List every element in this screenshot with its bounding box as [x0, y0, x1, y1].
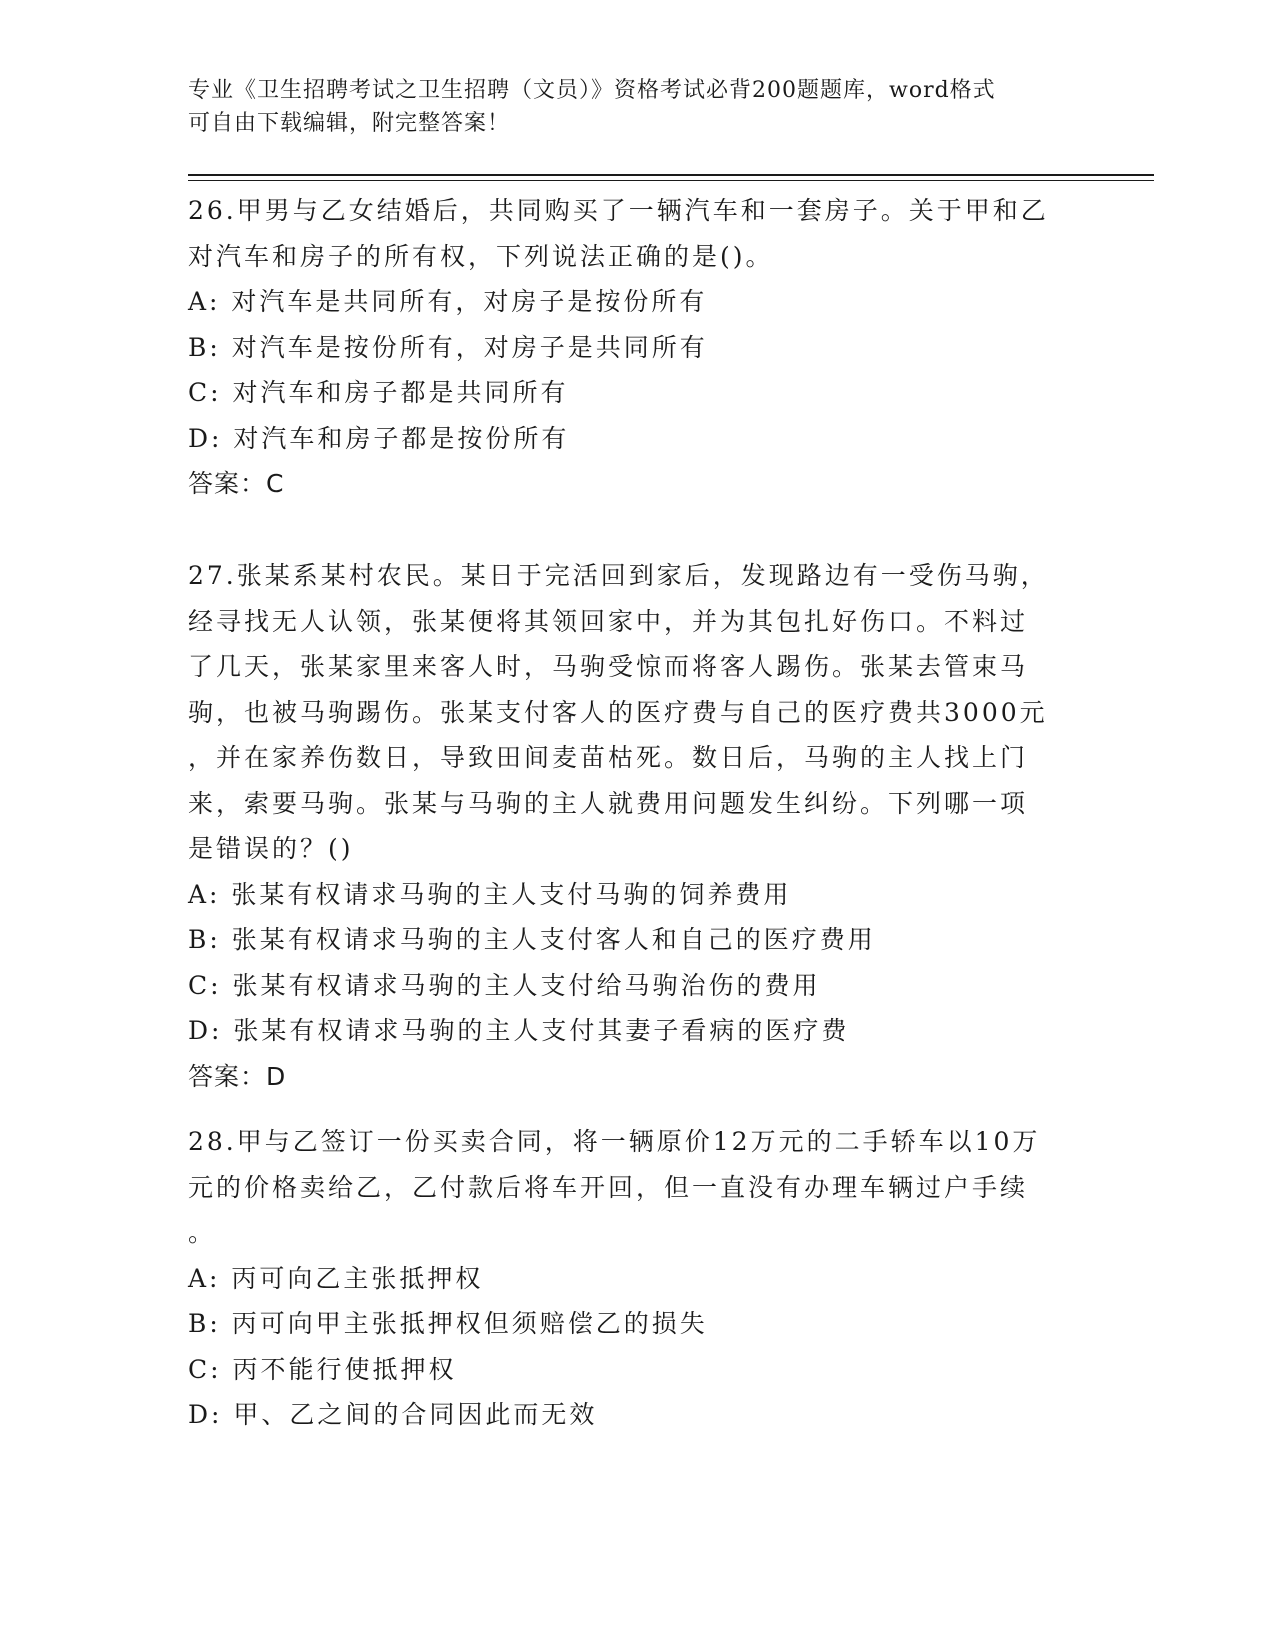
option-d: D: 甲、乙之间的合同因此而无效: [188, 1400, 598, 1429]
question-stem-line: 来，索要马驹。张某与马驹的主人就费用问题发生纠纷。下列哪一项: [188, 788, 1029, 818]
header-line: 可自由下载编辑，附完整答案！: [188, 111, 511, 136]
question-stem-line: 26.甲男与乙女结婚后，共同购买了一辆汽车和一套房子。关于甲和乙: [188, 196, 1049, 225]
question-27: [188, 553, 1068, 1099]
question-stem-line: ，并在家养伤数日，导致田间麦苗枯死。数日后，马驹的主人找上门: [188, 743, 1029, 772]
question-stem-line: 27.张某系某村农民。某日于完活回到家后，发现路边有一受伤马驹，: [188, 561, 1049, 590]
question-stem-line: 元的价格卖给乙，乙付款后将车开回，但一直没有办理车辆过户手续: [188, 1172, 1029, 1202]
option-b: B: 对汽车是按份所有，对房子是共同所有: [188, 332, 708, 362]
question-stem-line: 经寻找无人认领，张某便将其领回家中，并为其包扎好伤口。不料过: [188, 606, 1029, 636]
question-stem-line: 对汽车和房子的所有权，下列说法正确的是()。: [188, 241, 774, 271]
option-a: A: 丙可向乙主张抵押权: [188, 1263, 484, 1293]
answer-line: 答案：C: [188, 469, 285, 498]
question-26: [188, 188, 1068, 507]
header-line: 专业《卫生招聘考试之卫生招聘（文员）》资格考试必背200题题库，word格式: [188, 78, 996, 103]
option-c: C: 对汽车和房子都是共同所有: [188, 378, 569, 407]
answer-line: 答案：D: [188, 1061, 287, 1091]
question-stem-line: 驹，也被马驹踢伤。张某支付客人的医疗费与自己的医疗费共3000元: [188, 697, 1048, 727]
header-divider-thin: [188, 180, 1154, 181]
option-d: D: 对汽车和房子都是按份所有: [188, 423, 570, 453]
option-a: A: 张某有权请求马驹的主人支付马驹的饲养费用: [188, 879, 792, 909]
option-a: A: 对汽车是共同所有，对房子是按份所有: [188, 287, 708, 316]
option-c: C: 张某有权请求马驹的主人支付给马驹治伤的费用: [188, 970, 821, 1000]
document-header: [188, 74, 1068, 140]
question-stem-line: 。: [188, 1218, 217, 1247]
option-b: B: 丙可向甲主张抵押权但须赔偿乙的损失: [188, 1309, 708, 1338]
question-28: [188, 1119, 1068, 1438]
question-stem-line: 28.甲与乙签订一份买卖合同，将一辆原价12万元的二手轿车以10万: [188, 1127, 1041, 1156]
question-stem-line: 是错误的？(): [188, 834, 354, 863]
header-divider-thick: [188, 174, 1154, 176]
option-d: D: 张某有权请求马驹的主人支付其妻子看病的医疗费: [188, 1016, 850, 1045]
question-stem-line: 了几天，张某家里来客人时，马驹受惊而将客人踢伤。张某去管束马: [188, 652, 1029, 681]
option-b: B: 张某有权请求马驹的主人支付客人和自己的医疗费用: [188, 925, 876, 954]
option-c: C: 丙不能行使抵押权: [188, 1354, 457, 1384]
